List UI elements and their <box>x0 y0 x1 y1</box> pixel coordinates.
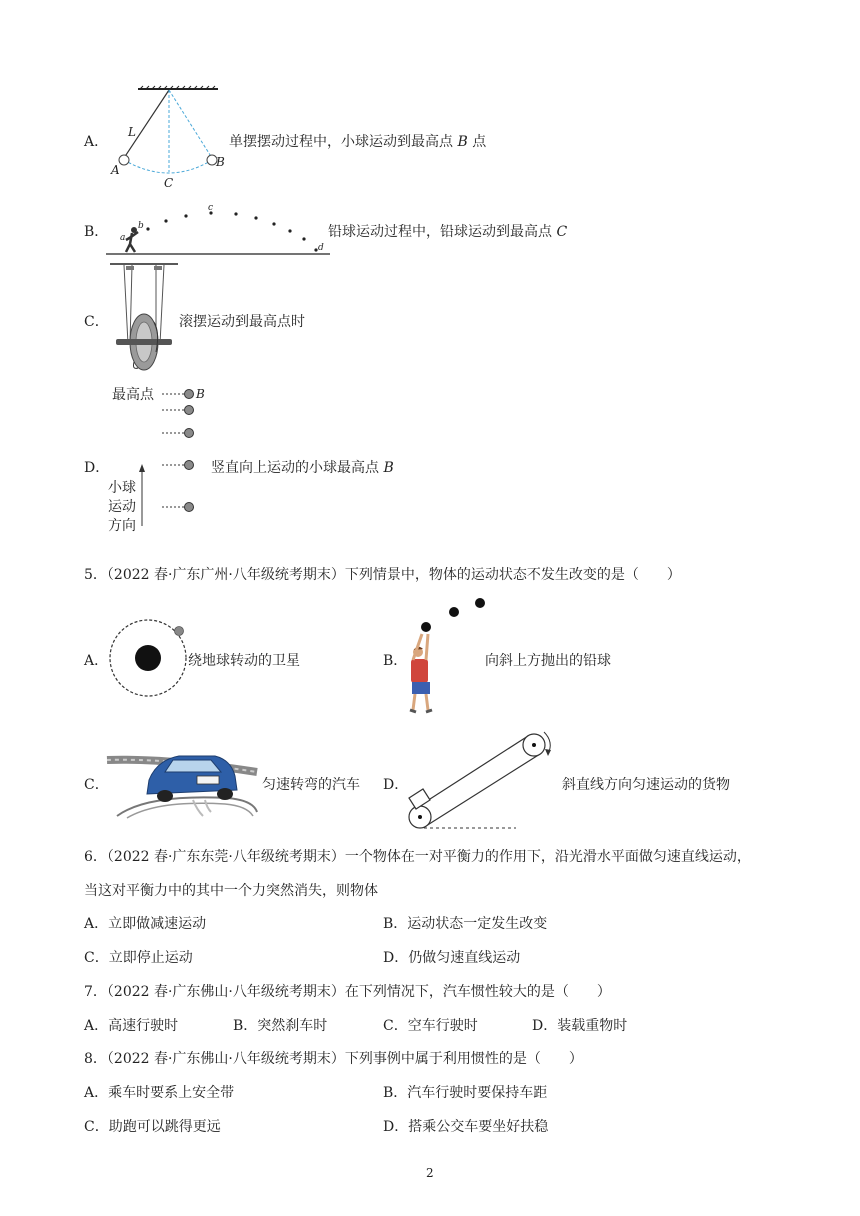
q4-option-b-text <box>328 221 567 241</box>
q4-option-d-text <box>211 457 394 477</box>
pendulum-label-c: C <box>164 176 174 190</box>
vertical-ball-dir-3: 方向 <box>108 518 136 534</box>
q6-stem-line1: 6．（2022 春·广东东莞·八年级统考期末）一个物体在一对平衡力的作用下，沿光滑水平面做匀速直线运动， <box>84 849 751 865</box>
shot-put-label-c: c <box>208 203 214 213</box>
page-number: 2 <box>426 1166 434 1180</box>
q6-option-a: A．立即做减速运动 <box>84 916 207 932</box>
q4-option-b-desc: 铅球运动过程中，铅球运动到最高点 <box>328 224 552 240</box>
shot-put-label-a: a <box>120 233 126 243</box>
q8-option-d: D．搭乘公交车要坐好扶稳 <box>383 1119 549 1135</box>
q6-stem-line2: 当这对平衡力中的其中一个力突然消失，则物体 <box>84 883 378 899</box>
pendulum-label-b: B <box>216 155 225 169</box>
q6-option-d: D．仍做匀速直线运动 <box>383 950 521 966</box>
q7-option-b: B．突然刹车时 <box>233 1018 328 1034</box>
q6-option-c: C．立即停止运动 <box>84 950 193 966</box>
q8-option-b: B．汽车行驶时要保持车距 <box>383 1085 548 1101</box>
q7-option-c: C．空车行驶时 <box>383 1018 478 1034</box>
q4-option-a-suffix: 点 <box>467 134 487 150</box>
q4-option-c-label: C． <box>84 314 109 330</box>
q4-option-a-desc: 单摆摆动过程中，小球运动到最高点 <box>229 134 453 150</box>
q5-option-c-label: C． <box>84 777 109 793</box>
athlete-icon <box>126 227 138 252</box>
q5-option-a-label: A． <box>84 653 109 669</box>
q7-option-d: D．装载重物时 <box>532 1018 628 1034</box>
vertical-ball-dir-1: 小球 <box>108 480 136 496</box>
q5-option-d-text: 斜直线方向匀速运动的货物 <box>562 777 730 793</box>
satellite-orbit-figure <box>107 617 191 701</box>
q8-stem: 8．（2022 春·广东佛山·八年级统考期末）下列事例中属于利用惯性的是（ ） <box>84 1051 583 1067</box>
q4-option-d-var: B <box>383 460 394 476</box>
q5-option-d-label: D． <box>383 777 409 793</box>
maxwell-wheel-figure <box>106 262 182 372</box>
q4-option-d-desc: 竖直向上运动的小球最高点 <box>211 460 379 476</box>
q5-option-c-text: 匀速转弯的汽车 <box>262 777 360 793</box>
q5-stem: 5．（2022 春·广东广州·八年级统考期末）下列情景中，物体的运动状态不发生改变的是（ ） <box>84 567 681 583</box>
shot-put-figure <box>106 200 330 262</box>
q7-stem: 7．（2022 春·广东佛山·八年级统考期末）在下列情况下，汽车惯性较大的是（ ） <box>84 984 611 1000</box>
q4-option-c-text: 滚摆运动到最高点时 <box>179 314 305 330</box>
vertical-ball-label-b: B <box>196 387 205 401</box>
pendulum-label-a: A <box>111 163 120 177</box>
q5-option-a-text: 绕地球转动的卫星 <box>188 653 300 669</box>
q4-option-b-label: B． <box>84 224 109 240</box>
pendulum-label-l: L <box>128 125 136 139</box>
q5-option-b-text: 向斜上方抛出的铅球 <box>485 653 611 669</box>
vertical-ball-top-label: 最高点 <box>112 387 154 403</box>
q4-option-a-var: B <box>457 134 468 150</box>
q4-option-a-label: A． <box>84 134 109 150</box>
vertical-ball-dir-2: 运动 <box>108 499 136 515</box>
q7-option-a: A．高速行驶时 <box>84 1018 179 1034</box>
pendulum-figure <box>108 86 248 196</box>
conveyor-figure <box>404 728 554 832</box>
q4-option-a-text <box>229 131 486 151</box>
shot-put-label-b: b <box>138 221 144 231</box>
q4-option-b-var: C <box>556 224 568 240</box>
turning-car-figure <box>107 738 259 820</box>
q5-option-b-label: B． <box>383 653 408 669</box>
q6-option-b: B．运动状态一定发生改变 <box>383 916 548 932</box>
q8-option-a: A．乘车时要系上安全带 <box>84 1085 235 1101</box>
shot-put-label-d: d <box>318 243 324 253</box>
q8-option-c: C．助跑可以跳得更远 <box>84 1119 221 1135</box>
throwing-boy-figure <box>404 594 494 718</box>
q4-option-d-label: D． <box>84 460 110 476</box>
